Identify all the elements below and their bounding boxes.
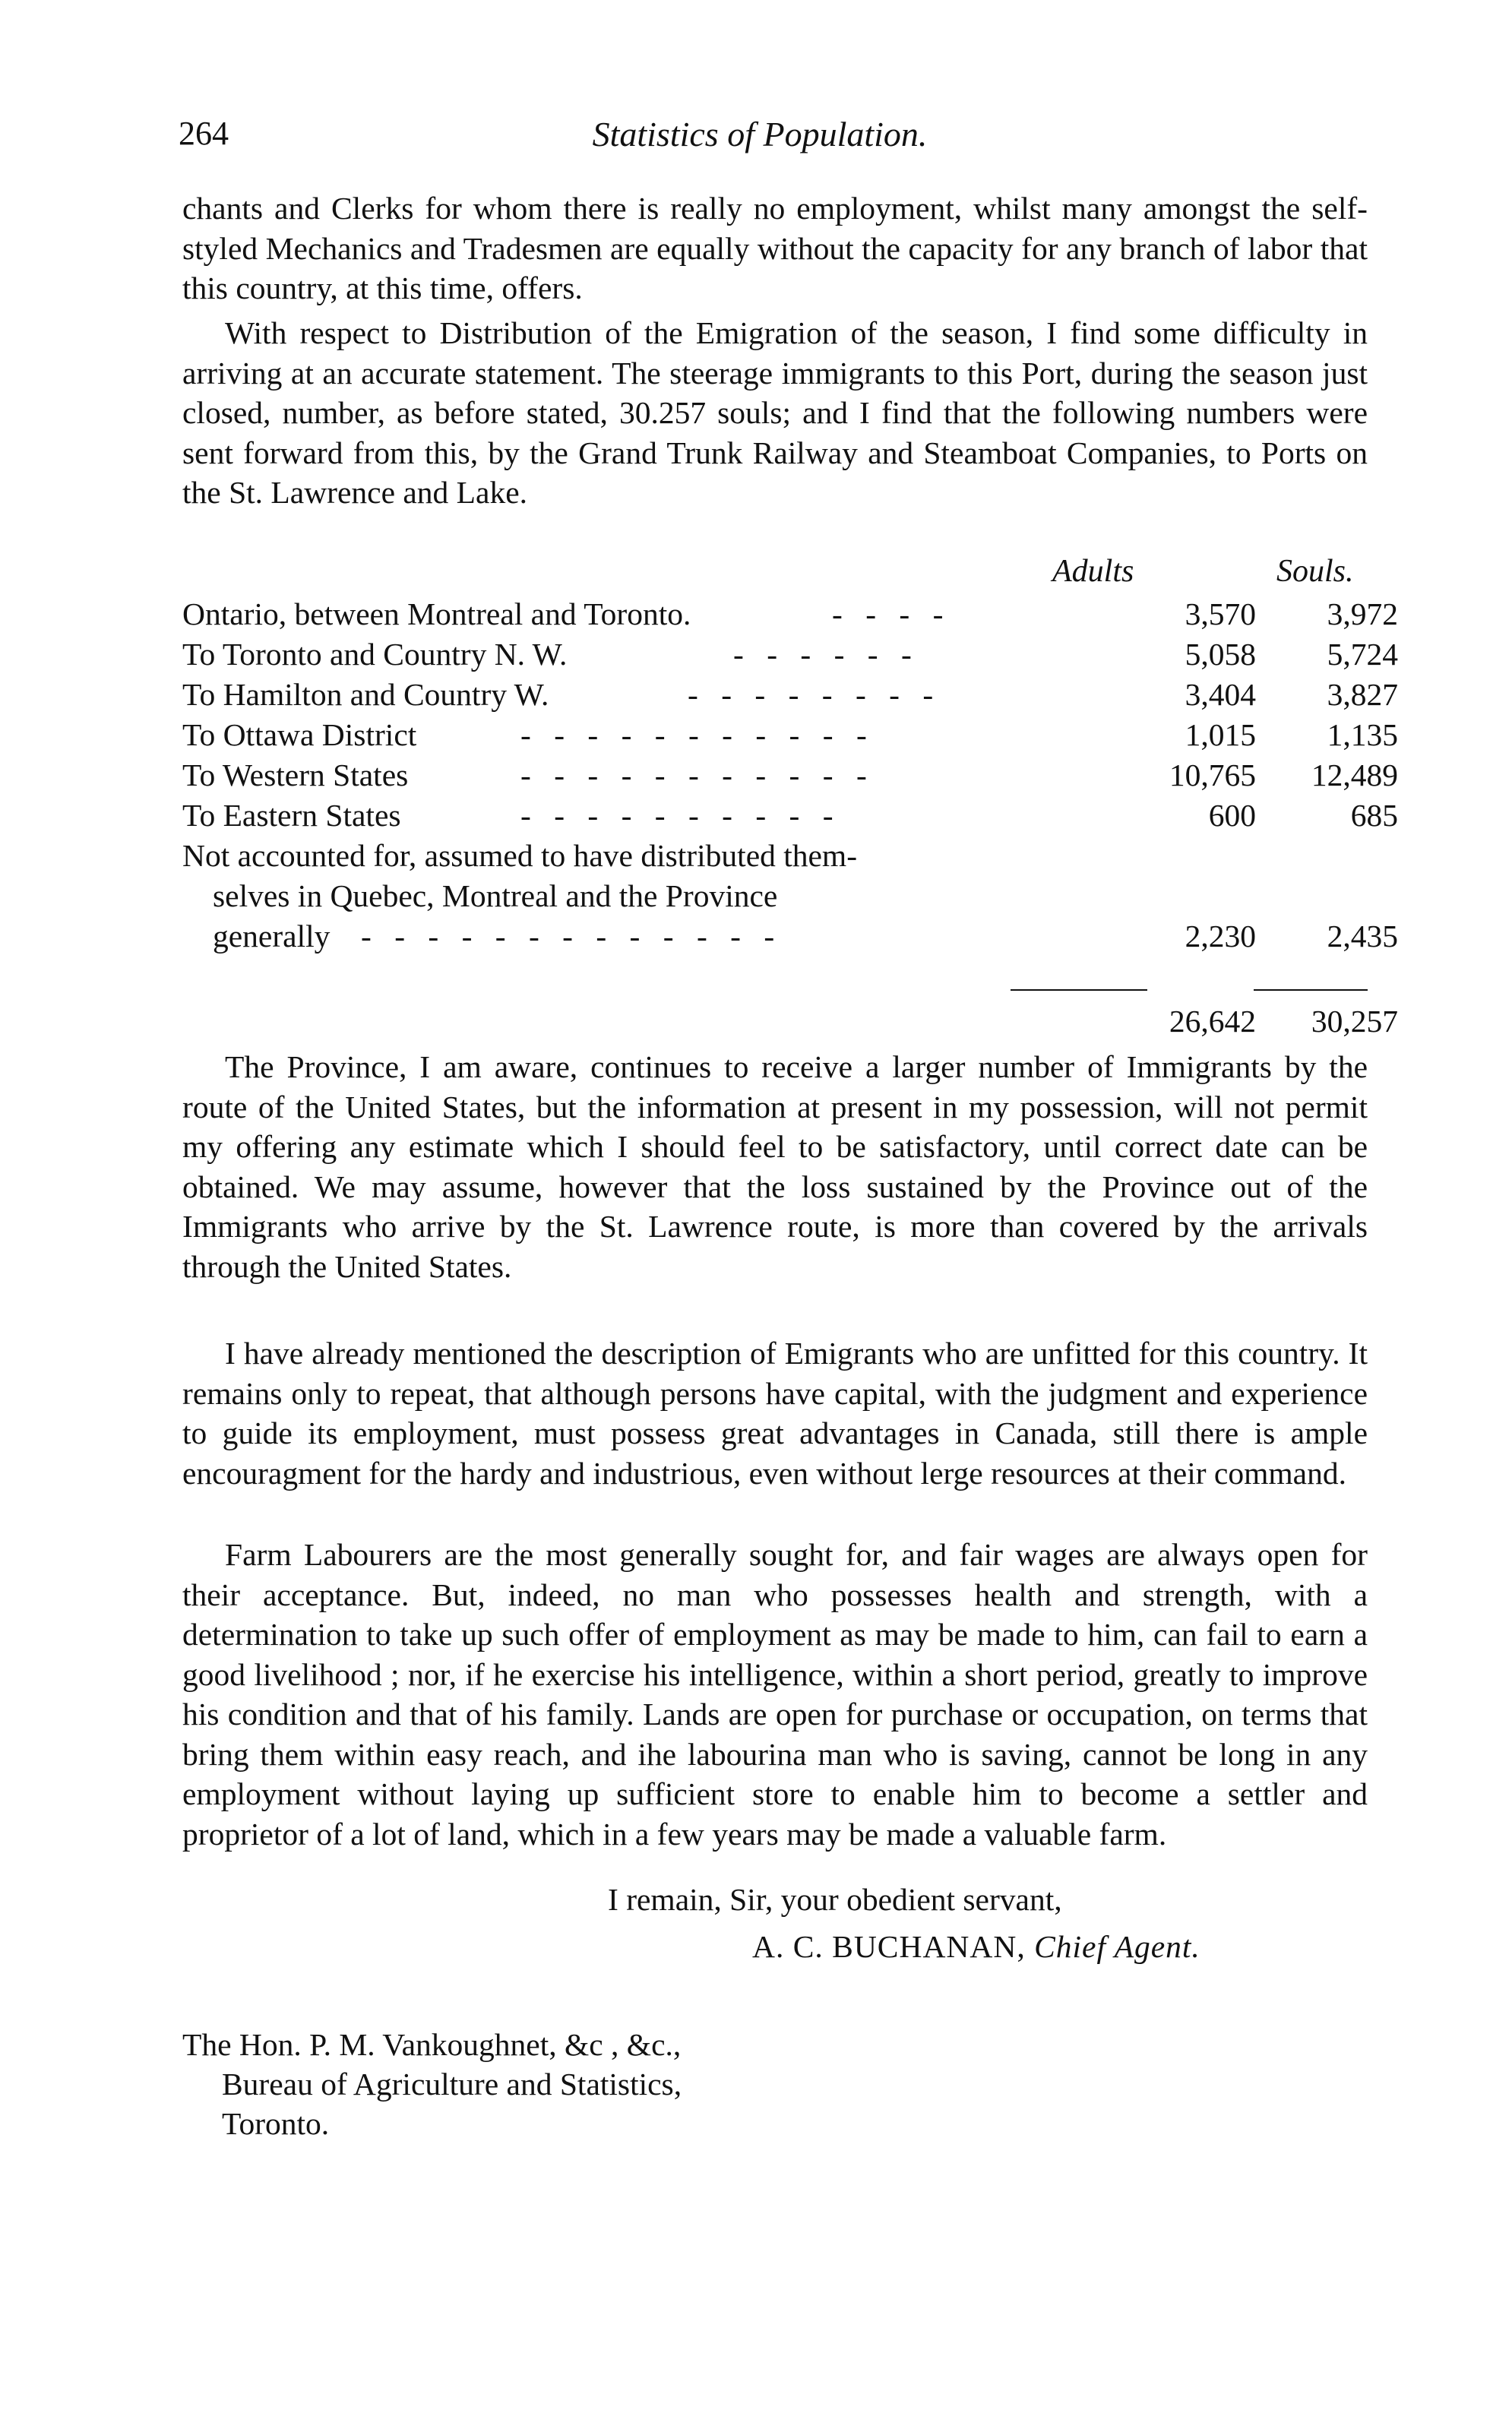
souls-value: 3,972	[1327, 596, 1398, 631]
paragraph-text: The Province, I am aware, continues to receive a larger number of Immigrants by the route of the United States, but the information at present in my possession, will not permit my offering any estimate which I should feel to be satisfactory, until correct date can be obtained. We may assume, however that the loss sustained by the Province out of the Immigrants who arrive by the St. Lawrence route, is more than covered by the arrivals through the United States.	[182, 1049, 1368, 1284]
distribution-table	[182, 594, 1398, 957]
total-souls: 30,257	[1311, 1004, 1398, 1039]
row-label: To Eastern States	[182, 798, 401, 833]
adults-value: 2,230	[1185, 919, 1256, 954]
row-label: To Western States	[182, 757, 409, 792]
leader-dashes: - - - - - - - -	[688, 677, 941, 712]
paragraph-1	[182, 188, 1368, 308]
running-title: Statistics of Population.	[592, 115, 928, 153]
leader-dashes: - - - - - - - - - - -	[520, 717, 875, 752]
souls-value: 685	[1350, 798, 1398, 833]
souls-value: 1,135	[1327, 717, 1398, 752]
leader-dashes: - - - - - - - - - - - - -	[361, 919, 783, 954]
addressee-line: Toronto.	[222, 2106, 330, 2141]
adults-value: 3,404	[1185, 677, 1256, 712]
table-row	[182, 795, 1398, 836]
table-row	[182, 755, 1398, 795]
paragraph-text: I have already mentioned the description of Emigrants who are unfitted for this country. It remains only to repeat, that although persons have capital, with the judgment and experience to guide its employment, must possess great advantages in Canada, still there is ample encouragment for the hardy and industrious, even without lerge resources at their command.	[182, 1336, 1368, 1491]
paragraph-text: chants and Clerks for whom there is really no employment, whilst many amongst the self-styled Mechanics and Tradesmen are equally without the capacity for any branch of labor that this country, at this time, offers.	[182, 191, 1368, 305]
addressee-block	[182, 2025, 682, 2143]
adults-value: 3,570	[1185, 596, 1256, 631]
souls-value: 12,489	[1311, 757, 1398, 792]
table-row	[182, 634, 1398, 675]
signature-title: Chief Agent.	[1034, 1929, 1200, 1964]
paragraph-5	[182, 1535, 1368, 1854]
totals-row	[182, 1003, 1398, 1043]
column-header-adults: Adults	[1052, 554, 1134, 589]
addressee-line: Bureau of Agriculture and Statistics,	[222, 2067, 682, 2102]
table-row	[182, 836, 1398, 957]
total-rule-souls	[1254, 989, 1368, 991]
addressee-line: The Hon. P. M. Vankoughnet, &c , &c.,	[182, 2027, 682, 2062]
table-row	[182, 594, 1398, 634]
closing-line: I remain, Sir, your obedient servant,	[608, 1882, 1062, 1917]
total-adults: 26,642	[1169, 1004, 1256, 1039]
signature	[752, 1925, 1200, 1968]
souls-value: 2,435	[1327, 919, 1398, 954]
adults-value: 1,015	[1185, 717, 1256, 752]
row-label-line: selves in Quebec, Montreal and the Province	[213, 878, 778, 913]
adults-value: 600	[1208, 798, 1256, 833]
leader-dashes: - - - - - - - - - - -	[520, 757, 875, 792]
row-label-line: Not accounted for, assumed to have distributed them-	[182, 838, 858, 873]
total-rule-adults	[1011, 989, 1147, 991]
column-header-souls: Souls.	[1276, 554, 1354, 589]
souls-value: 5,724	[1327, 637, 1398, 672]
running-head	[179, 114, 1341, 167]
table-row	[182, 675, 1398, 715]
row-label: To Toronto and Country N. W.	[182, 637, 568, 672]
signature-name: A. C. BUCHANAN,	[752, 1929, 1026, 1964]
paragraph-text: With respect to Distribution of the Emigration of the season, I find some difficulty in arriving at an accurate statement. The steerage immigrants to this Port, during the season just closed, number, as before stated, 30.257 souls; and I find that the following numbers were sent forward from this, by the Grand Trunk Railway and Steamboat Companies, to Ports on the St. Lawrence and Lake.	[182, 315, 1368, 510]
adults-value: 10,765	[1169, 757, 1256, 792]
row-label: To Hamilton and Country W.	[182, 677, 549, 712]
paragraph-text: Farm Labourers are the most generally sought for, and fair wages are always open for their acceptance. But, indeed, no man who possesses health and strength, with a determination to take up such offer of employment as may be made to him, can fail to earn a good livelihood ; nor, if he exercise his intelligence, within a short period, greatly to improve his condition and that of his family. Lands are open for purchase or occupation, on terms that bring them within easy reach, and ihe labourina man who is saving, cannot be long in any employment without laying up sufficient store to enable him to become a settler and proprietor of a lot of land, which in a few years may be made a valuable farm.	[182, 1537, 1368, 1852]
table-row	[182, 715, 1398, 755]
leader-dashes: - - - - - -	[733, 637, 919, 672]
leader-dashes: - - - -	[832, 596, 951, 631]
leader-dashes: - - - - - - - - - -	[520, 798, 841, 833]
row-label: Ontario, between Montreal and Toronto.	[182, 596, 691, 631]
paragraph-4	[182, 1333, 1368, 1493]
adults-value: 5,058	[1185, 637, 1256, 672]
page-number: 264	[179, 115, 229, 152]
souls-value: 3,827	[1327, 677, 1398, 712]
paragraph-2	[182, 313, 1368, 513]
paragraph-3	[182, 1047, 1368, 1286]
row-label-line: generally	[213, 919, 331, 954]
row-label: To Ottawa District	[182, 717, 417, 752]
